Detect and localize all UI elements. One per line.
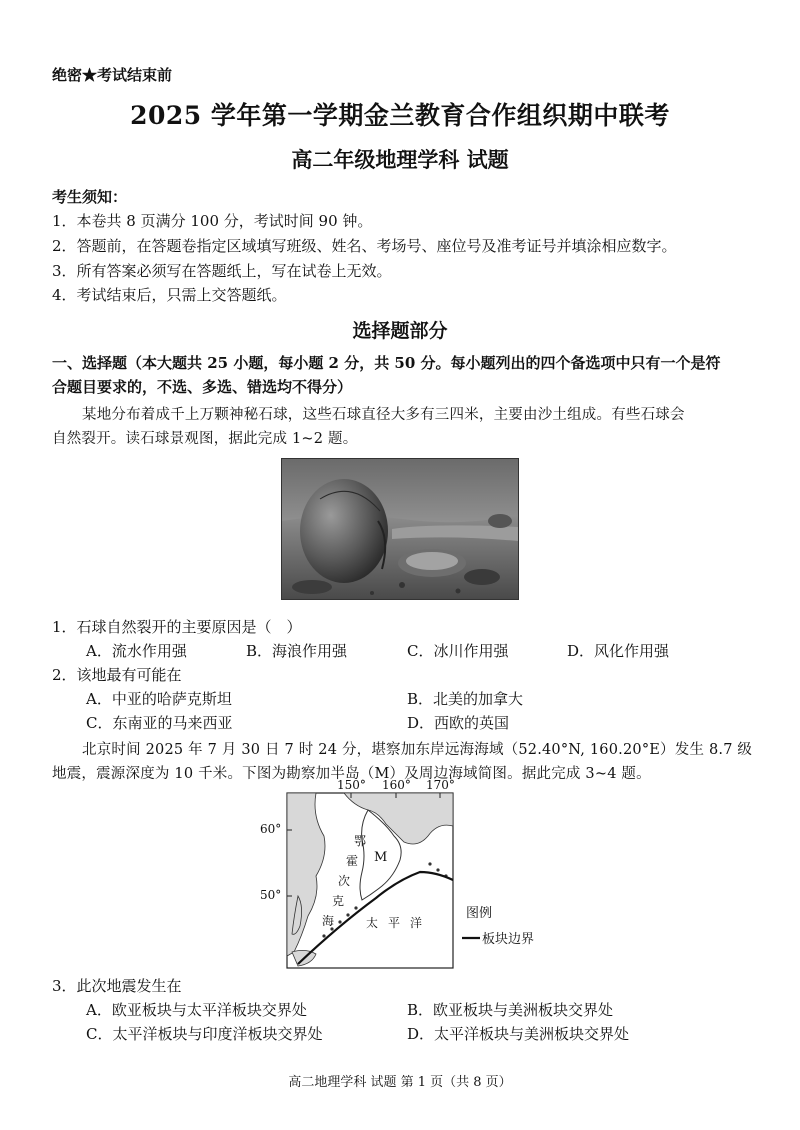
question-2-stem: 2．该地最有可能在	[52, 666, 182, 684]
q3-option-b[interactable]: B．欧亚板块与美洲板块交界处	[407, 1001, 614, 1019]
exam-title: 2025 学年第一学期金兰教育合作组织期中联考	[130, 101, 670, 130]
notice-item-2: 2．答题前，在答题卷指定区域填写班级、姓名、考场号、座位号及准考证号并填涂相应数字。	[52, 237, 677, 255]
lat-label-60: 60°	[260, 822, 282, 836]
stone-ball-illustration	[282, 459, 518, 599]
notice-item-1: 1．本卷共 8 页满分 100 分，考试时间 90 钟。	[52, 212, 373, 230]
page-footer: 高二地理学科 试题 第 1 页（共 8 页）	[288, 1075, 512, 1090]
section-title: 选择题部分	[352, 320, 448, 342]
lon-label-150: 150°	[337, 778, 366, 792]
section-instruction-line-1: 一、选择题（本大题共 25 小题，每小题 2 分，共 50 分。每小题列出的四个备选项中只有一个是符	[52, 354, 721, 372]
q3-option-d[interactable]: D．太平洋板块与美洲板块交界处	[407, 1025, 630, 1043]
q2-option-d[interactable]: D．西欧的英国	[407, 714, 510, 732]
passage-2-line-1: 北京时间 2025 年 7 月 30 日 7 时 24 分，堪察加东岸远海海域（52.40°N, 160.20°E）发生 8.7 级	[82, 742, 753, 758]
aleutian-island	[436, 868, 439, 871]
passage-1-line-1: 某地分布着成千上万颗神秘石球，这些石球直径大多有三四米，主要由沙土组成。有些石球会	[82, 407, 685, 423]
sea-label-char-1: 鄂	[354, 834, 367, 848]
kuril-island	[346, 913, 349, 916]
kuril-island	[338, 920, 341, 923]
pacific-label-char-1: 太	[366, 916, 379, 930]
passage-1-line-2: 自然裂开。读石球景观图，据此完成 1~2 题。	[52, 431, 358, 447]
label-m: M	[374, 850, 388, 865]
pacific-label-char-3: 洋	[410, 916, 423, 930]
sea-label-char-3: 次	[338, 874, 351, 888]
stone-ball-photo	[281, 458, 519, 600]
confidential-label: 绝密★考试结束前	[52, 66, 173, 84]
lon-label-170: 170°	[426, 778, 455, 792]
kuril-island	[322, 934, 325, 937]
q1-option-a[interactable]: A．流水作用强	[86, 642, 187, 660]
notice-item-3: 3．所有答案必须写在答题纸上，写在试卷上无效。	[52, 262, 392, 280]
q2-option-c[interactable]: C．东南亚的马来西亚	[86, 714, 233, 732]
lon-label-160: 160°	[382, 778, 411, 792]
q1-option-d[interactable]: D．风化作用强	[567, 642, 670, 660]
notice-item-4: 4．考试结束后，只需上交答题纸。	[52, 286, 287, 304]
kamchatka-map	[258, 776, 548, 976]
q3-option-c[interactable]: C．太平洋板块与印度洋板块交界处	[86, 1025, 323, 1043]
q1-option-b[interactable]: B．海浪作用强	[246, 642, 348, 660]
kuril-island	[354, 906, 357, 909]
sea-label-char-2: 霍	[346, 854, 359, 868]
legend-item-label: 板块边界	[482, 932, 535, 947]
exam-subtitle: 高二年级地理学科 试题	[291, 147, 509, 172]
lat-label-50: 50°	[260, 888, 282, 902]
sea-label-char-4: 克	[332, 894, 345, 908]
aleutian-island	[428, 862, 431, 865]
q2-option-a[interactable]: A．中亚的哈萨克斯坦	[86, 690, 232, 708]
question-3-stem: 3．此次地震发生在	[52, 977, 182, 995]
section-instruction-line-2: 合题目要求的，不选、多选、错选均不得分）	[52, 378, 353, 396]
passage-2-line-2: 地震，震源深度为 10 千米。下图为勘察加半岛（M）及周边海域简图。据此完成 3~4 题。	[52, 766, 651, 782]
pacific-label-char-2: 平	[388, 916, 401, 930]
question-1-stem: 1．石球自然裂开的主要原因是（ ）	[52, 618, 302, 636]
sea-label-char-5: 海	[322, 914, 335, 928]
q3-option-a[interactable]: A．欧亚板块与太平洋板块交界处	[86, 1001, 307, 1019]
q1-option-c[interactable]: C．冰川作用强	[407, 642, 509, 660]
legend-title: 图例	[466, 906, 493, 921]
q2-option-b[interactable]: B．北美的加拿大	[407, 690, 524, 708]
notice-heading: 考生须知：	[52, 188, 128, 206]
